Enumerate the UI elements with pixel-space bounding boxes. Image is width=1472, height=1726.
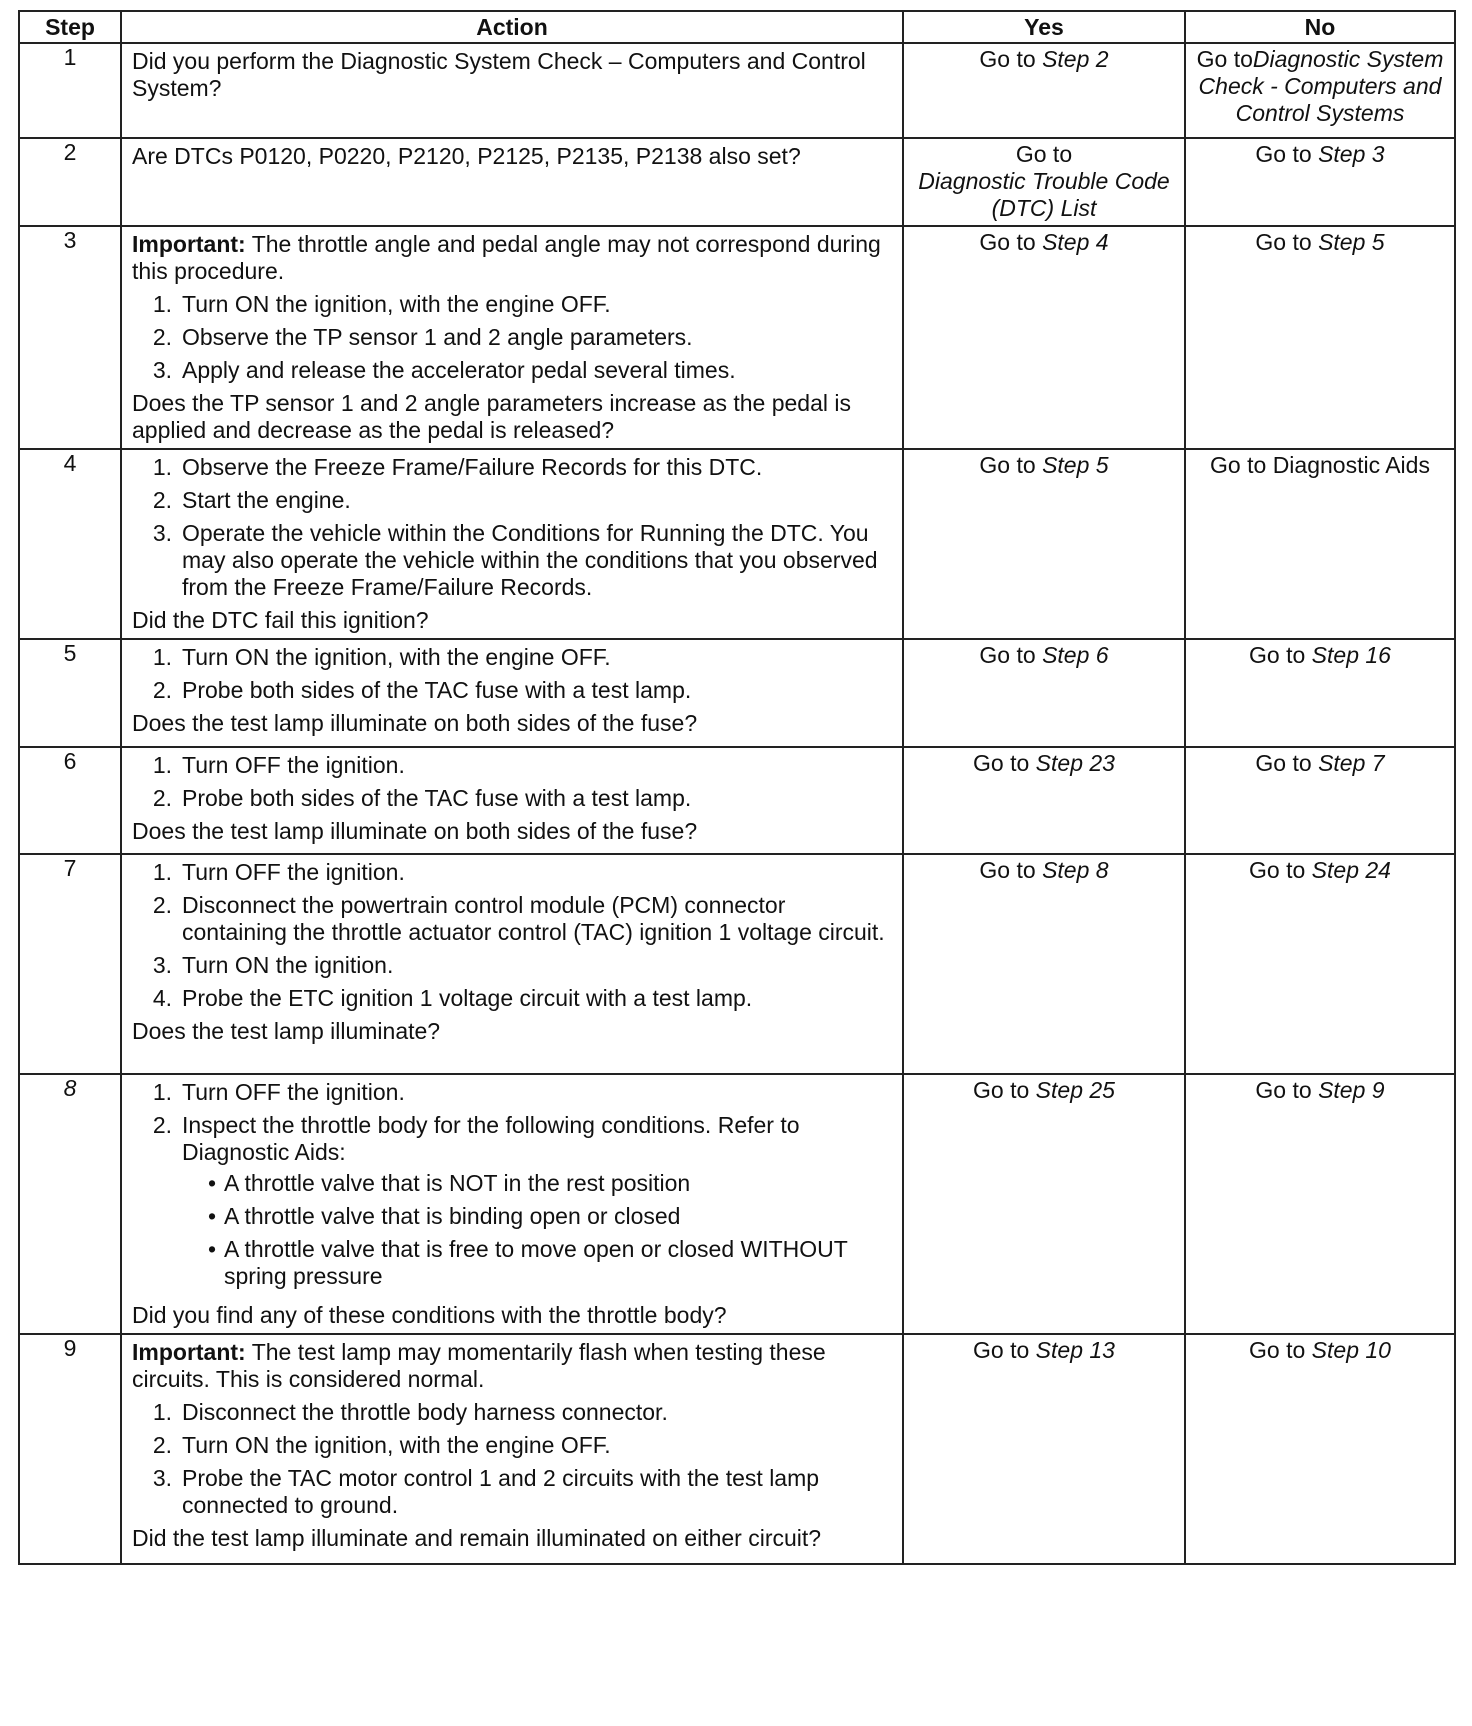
yes-cell [903,43,1185,138]
step-text-block [182,952,896,979]
no-link[interactable]: Step 3 [1318,141,1385,167]
action-question: Does the test lamp illuminate on both sides of the fuse? [132,710,698,736]
important-note [132,231,896,285]
condition-text: A throttle valve that is binding open or closed [224,1203,681,1229]
action-step [132,1112,896,1296]
step-number: 8 [19,1074,121,1334]
yes-cell [903,138,1185,226]
bullet-icon: • [207,1170,216,1196]
action-step [132,752,896,779]
action-step [132,985,896,1012]
action-step [132,357,896,384]
step-text: Turn ON the ignition, with the engine OFF. [182,644,611,670]
action-steps [132,644,896,704]
no-prefix: Go to [1255,1077,1312,1103]
step-text-block [182,677,896,704]
step-text: Turn OFF the ignition. [182,1079,405,1105]
yes-cell [903,747,1185,854]
step-text: Turn ON the ignition, with the engine OFF. [182,1432,611,1458]
action-step [132,291,896,318]
no-cell [1185,639,1455,747]
step-number: 2 [19,138,121,226]
step-text: Operate the vehicle within the Conditions for Running the DTC. You may also operate the vehicle within the conditions that you observed from the Freeze Frame/Failure Records. [182,520,878,600]
action-question: Does the test lamp illuminate? [132,1018,441,1044]
step-text: Disconnect the powertrain control module (PCM) connector containing the throttle actuator control (TAC) ignition 1 voltage circuit. [182,892,885,945]
step-text: Turn OFF the ignition. [182,859,405,885]
no-cell [1185,1334,1455,1564]
no-cell [1185,449,1455,639]
step-text-block [182,1399,896,1426]
step-text-block [182,1465,896,1519]
diagnostic-table [18,10,1456,1565]
yes-prefix: Go to [979,642,1036,668]
step-index: 4. [152,985,172,1011]
step-text-block [182,1079,896,1106]
step-index: 1. [152,752,172,778]
condition-item [182,1170,896,1197]
step-index: 1. [152,291,172,317]
action-cell [121,747,903,854]
step-text-block [182,487,896,514]
yes-prefix: Go to [973,1337,1030,1363]
step-number: 7 [19,854,121,1074]
important-label: Important: [132,231,246,257]
step-number: 3 [19,226,121,449]
no-cell [1185,226,1455,449]
step-number: 6 [19,747,121,854]
step-text: Probe the TAC motor control 1 and 2 circuits with the test lamp connected to ground. [182,1465,820,1518]
yes-prefix: Go to [979,229,1036,255]
yes-link[interactable]: Step 23 [1035,750,1115,776]
yes-link[interactable]: Step 8 [1042,857,1109,883]
action-step [132,644,896,671]
step-number: 9 [19,1334,121,1564]
yes-link[interactable]: Step 4 [1042,229,1109,255]
table-row [19,1074,1455,1334]
important-label: Important: [132,1339,246,1365]
important-text: The throttle angle and pedal angle may not correspond during this procedure. [132,231,881,284]
step-index: 3. [152,520,172,546]
action-cell [121,1334,903,1564]
action-cell [121,43,903,138]
action-step [132,324,896,351]
step-text: Turn ON the ignition. [182,952,394,978]
no-prefix: Go to [1249,1337,1306,1363]
yes-link[interactable]: Step 13 [1035,1337,1115,1363]
step-number: 4 [19,449,121,639]
action-cell [121,138,903,226]
action-question: Did the test lamp illuminate and remain illuminated on either circuit? [132,1525,822,1551]
no-prefix: Go to [1255,229,1312,255]
action-step [132,520,896,601]
yes-cell [903,1334,1185,1564]
action-step [132,677,896,704]
step-index: 1. [152,1079,172,1105]
condition-text: A throttle valve that is free to move open or closed WITHOUT spring pressure [224,1236,848,1289]
step-text-block [182,892,896,946]
step-text-block [182,1432,896,1459]
header-yes: Yes [903,11,1185,43]
yes-prefix: Go to [979,46,1036,72]
header-step: Step [19,11,121,43]
step-number: 1 [19,43,121,138]
step-index: 3. [152,952,172,978]
yes-prefix: Go to [1015,141,1073,167]
action-step [132,892,896,946]
yes-link[interactable]: Step 25 [1035,1077,1115,1103]
step-text: Probe both sides of the TAC fuse with a test lamp. [182,677,692,703]
action-question: Does the TP sensor 1 and 2 angle parameters increase as the pedal is applied and decrease as the pedal is released? [132,390,851,443]
yes-link[interactable]: Diagnostic Trouble Code (DTC) List [918,168,1170,221]
table-row [19,138,1455,226]
action-step [132,1399,896,1426]
important-note [132,1339,896,1393]
yes-cell [903,1074,1185,1334]
no-cell [1185,138,1455,226]
action-cell [121,1074,903,1334]
action-cell [121,449,903,639]
action-steps [132,454,896,601]
action-cell [121,226,903,449]
action-steps [132,859,896,1012]
yes-prefix: Go to [979,857,1036,883]
yes-cell [903,226,1185,449]
no-link[interactable]: Step 16 [1311,642,1391,668]
step-index: 1. [152,1399,172,1425]
no-cell [1185,1074,1455,1334]
step-text-block [182,644,896,671]
table-row [19,449,1455,639]
step-text-block [182,859,896,886]
action-step [132,454,896,481]
yes-prefix: Go to [973,750,1030,776]
yes-cell [903,639,1185,747]
step-index: 1. [152,859,172,885]
no-link[interactable]: Diagnostic System Check - Computers and Control Systems [1198,46,1444,126]
header-action: Action [121,11,903,43]
step-text-block [182,454,896,481]
step-text-block [182,752,896,779]
step-text-block [182,357,896,384]
bullet-icon: • [207,1236,216,1262]
action-step [132,785,896,812]
step-text: Probe both sides of the TAC fuse with a test lamp. [182,785,692,811]
action-step [132,487,896,514]
step-text-block [182,985,896,1012]
no-prefix: Go to [1255,750,1312,776]
step-index: 3. [152,1465,172,1491]
action-question: Did you find any of these conditions with the throttle body? [132,1302,727,1328]
step-text: Apply and release the accelerator pedal several times. [182,357,736,383]
step-text: Observe the Freeze Frame/Failure Records for this DTC. [182,454,763,480]
yes-prefix: Go to [973,1077,1030,1103]
yes-cell [903,449,1185,639]
action-question: Are DTCs P0120, P0220, P2120, P2125, P2135, P2138 also set? [132,143,801,169]
step-text: Inspect the throttle body for the following conditions. Refer to Diagnostic Aids: [182,1112,800,1165]
step-text-block [182,785,896,812]
no-link[interactable]: Step 9 [1318,1077,1385,1103]
no-cell [1185,854,1455,1074]
yes-link[interactable]: Step 2 [1042,46,1109,72]
table-body [19,43,1455,1564]
no-cell [1185,43,1455,138]
action-step [132,952,896,979]
step-text-block [182,324,896,351]
yes-link[interactable]: Step 6 [1042,642,1109,668]
step-text: Start the engine. [182,487,351,513]
no-link[interactable]: Step 24 [1311,857,1391,883]
step-text-block [182,520,896,601]
header-row [19,11,1455,43]
condition-item [182,1236,896,1290]
table-row [19,226,1455,449]
header-no: No [1185,11,1455,43]
condition-text: A throttle valve that is NOT in the rest position [224,1170,691,1196]
step-text: Turn ON the ignition, with the engine OFF. [182,291,611,317]
no-prefix[interactable]: Go to Diagnostic Aids [1210,452,1430,478]
yes-link[interactable]: Step 5 [1042,452,1109,478]
table-row [19,854,1455,1074]
step-number: 5 [19,639,121,747]
step-index: 1. [152,644,172,670]
action-question: Did the DTC fail this ignition? [132,607,429,633]
yes-cell [903,854,1185,1074]
action-steps [132,1079,896,1296]
step-index: 2. [152,487,172,513]
step-index: 1. [152,454,172,480]
condition-item [182,1203,896,1230]
action-steps [132,291,896,384]
action-steps [132,1399,896,1519]
step-index: 2. [152,1112,172,1138]
no-prefix: Go to [1255,141,1312,167]
important-text: The test lamp may momentarily flash when testing these circuits. This is considered normal. [132,1339,826,1392]
action-step [132,859,896,886]
no-prefix: Go to [1249,857,1306,883]
action-question: Does the test lamp illuminate on both sides of the fuse? [132,818,698,844]
step-text: Observe the TP sensor 1 and 2 angle parameters. [182,324,693,350]
action-question: Did you perform the Diagnostic System Check – Computers and Control System? [132,48,866,101]
step-text-block [182,1112,896,1296]
action-step [132,1079,896,1106]
condition-list [182,1170,896,1290]
step-text-block [182,291,896,318]
no-prefix: Go to [1249,642,1306,668]
step-index: 2. [152,785,172,811]
action-step [132,1432,896,1459]
step-index: 2. [152,892,172,918]
no-cell [1185,747,1455,854]
yes-prefix: Go to [979,452,1036,478]
action-cell [121,854,903,1074]
action-step [132,1465,896,1519]
bullet-icon: • [207,1203,216,1229]
step-index: 3. [152,357,172,383]
table-row [19,747,1455,854]
action-steps [132,752,896,812]
no-prefix: Go to [1196,46,1253,72]
step-index: 2. [152,1432,172,1458]
no-link[interactable]: Step 5 [1318,229,1385,255]
step-index: 2. [152,677,172,703]
step-text: Turn OFF the ignition. [182,752,405,778]
no-link[interactable]: Step 7 [1318,750,1385,776]
table-row [19,1334,1455,1564]
no-link[interactable]: Step 10 [1311,1337,1391,1363]
table-row [19,639,1455,747]
step-text: Probe the ETC ignition 1 voltage circuit with a test lamp. [182,985,753,1011]
action-cell [121,639,903,747]
step-text: Disconnect the throttle body harness connector. [182,1399,668,1425]
step-index: 2. [152,324,172,350]
table-row [19,43,1455,138]
